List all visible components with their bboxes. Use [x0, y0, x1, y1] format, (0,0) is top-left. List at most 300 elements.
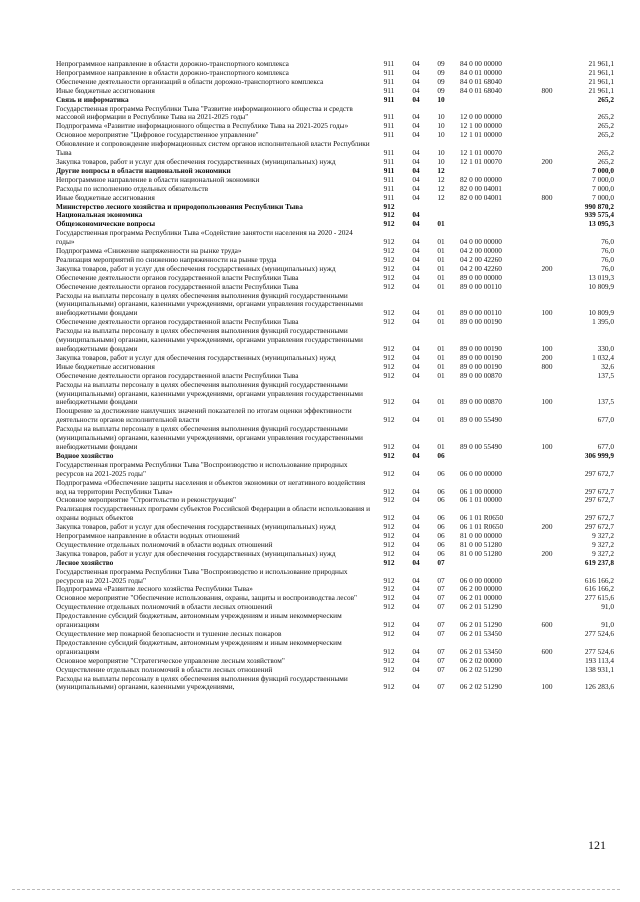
- code-target-article: 89 0 00 00870: [460, 397, 502, 407]
- code-section: 04: [412, 682, 420, 692]
- row-amount: 1 032,4: [592, 352, 614, 362]
- code-section: 04: [412, 539, 420, 549]
- row-amount: 277 524,6: [584, 629, 614, 638]
- code-section: 04: [412, 281, 420, 291]
- row-name: Реализация государственных программ субъектов Российской Федерации в области использования и охраны водных объектов: [56, 504, 371, 523]
- code-section: 04: [412, 522, 420, 532]
- code-expense-type: 200: [541, 263, 553, 273]
- row-amount: 138 931,1: [584, 664, 614, 674]
- code-subsection: 06: [437, 495, 445, 505]
- row-amount: 91,0: [601, 620, 614, 630]
- code-target-article: 81 0 00 00000: [460, 531, 502, 541]
- code-target-article: [454, 452, 532, 461]
- code-expense-type: [532, 603, 562, 612]
- table-row: [56, 140, 616, 158]
- row-amount: 9 327,2: [592, 548, 614, 558]
- code-subsection: 01: [437, 397, 445, 407]
- code-section: 04: [412, 156, 420, 166]
- code-subsection: 10: [437, 148, 445, 158]
- row-name: Непрограммное направление в области водных отношений: [56, 531, 240, 541]
- code-expense-type: 600: [541, 646, 553, 656]
- table-row: [56, 425, 616, 452]
- code-section: 04: [412, 513, 420, 523]
- code-target-article: 06 2 01 53450: [460, 646, 502, 656]
- code-admin: 912: [383, 664, 395, 674]
- row-amount: 21 961,1: [588, 76, 614, 86]
- table-row: [56, 568, 616, 586]
- code-subsection: 07: [437, 593, 445, 603]
- code-section: 04: [412, 344, 420, 353]
- code-target-article: 04 2 00 42260: [460, 254, 502, 264]
- code-subsection: 10: [437, 94, 445, 104]
- row-name: Расходы на выплаты персоналу в целях обеспечения выполнения функций государственными (муниципальными) органами, казенными учреждениями, органами управления государственными внебюджетными фондами: [56, 326, 363, 353]
- row-amount: 9 327,2: [592, 531, 614, 541]
- code-expense-type: [532, 220, 562, 229]
- row-amount: 616 166,2: [584, 575, 614, 585]
- row-amount: 7 000,0: [592, 192, 614, 202]
- code-admin: 912: [383, 308, 395, 318]
- code-target-article: 84 0 01 68040: [460, 85, 502, 95]
- row-name: Подпрограмма «Обеспечение защиты населения и объектов экономики от негативного воздействия вод на территории Республики Тыва»: [56, 477, 366, 496]
- row-amount: 10 809,9: [588, 308, 614, 318]
- row-name: Общеэкономические вопросы: [56, 219, 156, 229]
- code-section: 04: [412, 584, 420, 594]
- code-section: 04: [412, 317, 420, 327]
- row-name: Закупка товаров, работ и услуг для обеспечения государственных (муниципальных) нужд: [56, 522, 336, 532]
- code-admin: 911: [383, 121, 395, 131]
- code-admin: 911: [383, 67, 395, 77]
- code-section: 04: [412, 486, 420, 496]
- code-expense-type: [532, 96, 562, 105]
- row-amount: 9 327,2: [592, 539, 614, 549]
- row-name: Обеспечение деятельности органов государственной власти Республики Тыва: [56, 370, 299, 380]
- code-target-article: 84 0 00 00000: [460, 59, 502, 68]
- row-name: Обеспечение деятельности органов государственной власти Республики Тыва: [56, 281, 299, 291]
- code-subsection: 06: [437, 450, 445, 460]
- row-name: Связь и информатика: [56, 94, 129, 104]
- code-expense-type: [532, 594, 562, 603]
- code-target-article: 81 0 00 51280: [460, 539, 502, 549]
- row-amount: 32,6: [601, 361, 614, 371]
- code-expense-type: [532, 505, 562, 523]
- row-amount: 277 524,6: [584, 646, 614, 656]
- row-amount: 677,0: [597, 415, 614, 425]
- code-expense-type: [532, 532, 562, 541]
- code-admin: 912: [383, 370, 395, 380]
- row-name: Другие вопросы в области национальной экономики: [56, 165, 231, 175]
- code-expense-type: [532, 140, 562, 158]
- row-amount: 76,0: [601, 246, 614, 256]
- code-subsection: 01: [437, 344, 445, 353]
- row-amount: 76,0: [601, 254, 614, 264]
- code-target-article: 06 1 00 00000: [460, 486, 502, 496]
- code-expense-type: 100: [541, 682, 553, 692]
- code-target-article: [454, 559, 532, 568]
- table-row: [56, 407, 616, 425]
- code-section: 04: [412, 183, 420, 193]
- row-amount: 990 870,2: [584, 201, 614, 211]
- code-section: 04: [412, 272, 420, 282]
- code-admin: 912: [383, 655, 395, 665]
- code-admin: 912: [383, 522, 395, 532]
- row-amount: 13 095,3: [588, 219, 614, 229]
- row-name: Водное хозяйство: [56, 450, 114, 460]
- row-name: Непрограммное направление в области национальной экономики: [56, 174, 260, 184]
- code-admin: 911: [383, 156, 395, 166]
- code-target-article: 89 0 00 00190: [460, 317, 502, 327]
- row-name: Закупка товаров, работ и услуг для обеспечения государственных (муниципальных) нужд: [56, 548, 336, 558]
- code-expense-type: 100: [541, 344, 553, 353]
- code-admin: 912: [383, 361, 395, 371]
- code-expense-type: [532, 585, 562, 594]
- code-target-article: 06 2 02 51290: [460, 664, 502, 674]
- code-admin: 911: [383, 148, 395, 158]
- row-name: Расходы на выплаты персоналу в целях обеспечения выполнения функций государственными (муниципальными) органами, казенными учреждениями,: [56, 673, 348, 692]
- code-target-article: 06 0 00 00000: [460, 575, 502, 585]
- row-name: Основное мероприятие "Обеспечение использования, охраны, защиты и воспроизводства лесов": [56, 593, 358, 603]
- code-target-article: 12 1 01 00000: [460, 130, 502, 140]
- row-amount: 21 961,1: [588, 59, 614, 68]
- code-expense-type: [532, 176, 562, 185]
- code-admin: 911: [383, 85, 395, 95]
- code-admin: 912: [383, 539, 395, 549]
- code-admin: 912: [383, 548, 395, 558]
- row-name: Министерство лесного хозяйства и природопользования Республики Тыва: [56, 201, 303, 211]
- code-section: 04: [412, 468, 420, 478]
- code-admin: 911: [383, 183, 395, 193]
- row-amount: 21 961,1: [588, 85, 614, 95]
- row-amount: 619 237,8: [584, 557, 614, 567]
- code-subsection: 06: [437, 522, 445, 532]
- code-section: 04: [412, 85, 420, 95]
- code-admin: 912: [383, 593, 395, 603]
- code-admin: 912: [383, 219, 395, 229]
- code-section: 04: [412, 148, 420, 158]
- code-subsection: 01: [437, 308, 445, 318]
- code-expense-type: [532, 211, 562, 220]
- code-expense-type: [532, 496, 562, 505]
- code-admin: 912: [383, 486, 395, 496]
- row-name: Лесное хозяйство: [56, 557, 114, 567]
- code-admin: 911: [383, 192, 395, 202]
- code-subsection: 06: [437, 468, 445, 478]
- code-section: 04: [412, 646, 420, 656]
- code-subsection: 01: [437, 415, 445, 425]
- code-admin: 912: [383, 629, 395, 638]
- code-admin: 911: [383, 174, 395, 184]
- code-target-article: 06 2 01 51290: [460, 602, 502, 612]
- row-amount: 21 961,1: [588, 67, 614, 77]
- code-section: 04: [412, 415, 420, 425]
- table-row: [56, 461, 616, 479]
- row-name: Основное мероприятие "Цифровое государственное управление": [56, 130, 259, 140]
- row-name: Иные бюджетные ассигнования: [56, 85, 155, 95]
- row-name: Предоставление субсидий бюджетным, автономным учреждениям и иным некоммерческим организациям: [56, 637, 342, 656]
- code-section: 04: [412, 130, 420, 140]
- code-admin: 911: [383, 165, 395, 175]
- code-target-article: 84 0 01 00000: [460, 67, 502, 77]
- code-subsection: 01: [437, 254, 445, 264]
- row-name: Иные бюджетные ассигнования: [56, 192, 155, 202]
- code-section: 04: [412, 219, 420, 229]
- code-target-article: 06 2 00 00000: [460, 584, 502, 594]
- code-target-article: 89 0 00 55490: [460, 415, 502, 425]
- row-amount: 1 395,0: [592, 317, 614, 327]
- table-row: [56, 229, 616, 247]
- row-name: Расходы на выплаты персоналу в целях обеспечения выполнения функций государственными (муниципальными) органами, казенными учреждениями, органами управления государственными внебюджетными фондами: [56, 379, 363, 407]
- code-admin: 912: [383, 317, 395, 327]
- code-target-article: [454, 211, 532, 220]
- row-name: Государственная программа Республики Тыва «Содействие занятости населения на 2020 - 2024 годы»: [56, 228, 353, 247]
- code-subsection: 01: [437, 352, 445, 362]
- code-expense-type: [532, 60, 562, 69]
- row-name: Основное мероприятие "Строительство и реконструкция": [56, 495, 237, 505]
- code-expense-type: [532, 318, 562, 327]
- row-name: Расходы на выплаты персоналу в целях обеспечения выполнения функций государственными (муниципальными) органами, казенными учреждениями, органами управления государственными внебюджетными фондами: [56, 424, 363, 451]
- row-name: Закупка товаров, работ и услуг для обеспечения государственных (муниципальных) нужд: [56, 352, 336, 362]
- row-name: Непрограммное направление в области дорожно-транспортного комплекса: [56, 67, 289, 77]
- code-section: 04: [412, 192, 420, 202]
- row-name: Иные бюджетные ассигнования: [56, 361, 155, 371]
- table-row: [56, 479, 616, 497]
- code-target-article: 89 0 00 00870: [460, 370, 502, 380]
- code-subsection: 10: [437, 121, 445, 131]
- code-section: 04: [412, 174, 420, 184]
- code-target-article: 89 0 00 00190: [460, 361, 502, 371]
- code-target-article: 04 0 00 00000: [460, 237, 502, 247]
- row-amount: 13 019,3: [588, 272, 614, 282]
- code-section: 04: [412, 531, 420, 541]
- row-name: Расходы на выплаты персоналу в целях обеспечения выполнения функций государственными (муниципальными) органами, казенными учреждениями, органами управления государственными внебюджетными фондами: [56, 290, 363, 318]
- code-subsection: 06: [437, 539, 445, 549]
- code-subsection: 09: [437, 76, 445, 86]
- code-target-article: 04 2 00 00000: [460, 246, 502, 256]
- code-admin: 911: [383, 59, 395, 68]
- row-amount: 76,0: [601, 237, 614, 247]
- code-subsection: 07: [437, 655, 445, 665]
- code-subsection: 01: [437, 272, 445, 282]
- code-expense-type: 800: [541, 85, 553, 95]
- row-name: Обеспечение деятельности органов государственной власти Республики Тыва: [56, 317, 299, 327]
- code-section: 04: [412, 655, 420, 665]
- code-target-article: 89 0 00 00110: [460, 308, 502, 318]
- row-amount: 7 000,0: [592, 183, 614, 193]
- code-expense-type: 100: [541, 441, 553, 451]
- row-name: Подпрограмма «Развитие информационного общества в Республике Тыва на 2021-2025 годы»: [56, 121, 349, 131]
- code-target-article: 12 0 00 00000: [460, 112, 502, 122]
- code-admin: 911: [383, 130, 395, 140]
- code-target-article: 12 1 01 00070: [460, 148, 502, 158]
- code-target-article: 89 0 00 00110: [460, 281, 502, 291]
- row-name: Государственная программа Республики Тыва "Развитие информационного общества и средств массовой информации в Республике Тыва на 2021-2025 годы": [56, 103, 353, 122]
- row-amount: 7 000,0: [592, 174, 614, 184]
- code-admin: 912: [383, 352, 395, 362]
- code-expense-type: [532, 479, 562, 497]
- code-admin: 912: [383, 450, 395, 460]
- code-subsection: 07: [437, 557, 445, 567]
- code-target-article: 89 0 00 00000: [460, 272, 502, 282]
- code-target-article: 81 0 00 51280: [460, 548, 502, 558]
- code-section: 04: [412, 495, 420, 505]
- row-amount: 193 113,4: [585, 655, 614, 665]
- code-subsection: 06: [437, 548, 445, 558]
- code-admin: 912: [383, 513, 395, 523]
- code-admin: 912: [383, 415, 395, 425]
- code-section: 04: [412, 361, 420, 371]
- code-subsection: 01: [437, 219, 445, 229]
- code-admin: 912: [383, 201, 395, 211]
- scan-bottom-edge: [12, 889, 620, 890]
- row-name: Обеспечение деятельности органов государственной власти Республики Тыва: [56, 272, 299, 282]
- code-admin: 912: [383, 397, 395, 407]
- row-amount: 265,2: [597, 130, 614, 140]
- code-subsection: 10: [437, 156, 445, 166]
- code-expense-type: [532, 657, 562, 666]
- code-expense-type: 200: [541, 522, 553, 532]
- code-target-article: 89 0 00 55490: [460, 441, 502, 451]
- code-admin: 912: [383, 646, 395, 656]
- code-admin: 912: [383, 246, 395, 256]
- code-expense-type: [532, 452, 562, 461]
- row-amount: 297 672,7: [584, 486, 614, 496]
- row-name: Реализация мероприятий по снижению напряженности на рынке труда: [56, 254, 277, 264]
- code-admin: 912: [383, 620, 395, 630]
- row-amount: 277 615,6: [584, 593, 614, 603]
- row-name: Осуществление отдельных полномочий в области лесных отношений: [56, 664, 273, 674]
- code-section: 04: [412, 397, 420, 407]
- row-name: Закупка товаров, работ и услуг для обеспечения государственных (муниципальных) нужд: [56, 263, 336, 273]
- code-expense-type: [532, 630, 562, 639]
- code-subsection: 06: [437, 486, 445, 496]
- code-section: 04: [412, 370, 420, 380]
- code-expense-type: 200: [541, 548, 553, 558]
- code-subsection: 07: [437, 584, 445, 594]
- code-target-article: 06 2 01 53450: [460, 629, 502, 638]
- row-name: Предоставление субсидий бюджетным, автономным учреждениям и иным некоммерческим организациям: [56, 611, 342, 630]
- row-amount: 297 672,7: [584, 522, 614, 532]
- code-expense-type: 800: [541, 192, 553, 202]
- code-subsection: 12: [437, 192, 445, 202]
- code-admin: 912: [383, 531, 395, 541]
- code-expense-type: [532, 105, 562, 123]
- code-target-article: 89 0 00 00190: [460, 352, 502, 362]
- code-admin: 912: [383, 344, 395, 353]
- code-section: 04: [412, 254, 420, 264]
- code-target-article: 82 0 00 04001: [460, 192, 502, 202]
- code-target-article: 06 2 02 00000: [460, 655, 502, 665]
- code-expense-type: [532, 568, 562, 586]
- code-admin: 911: [383, 112, 395, 122]
- code-admin: 912: [383, 263, 395, 273]
- row-amount: 91,0: [601, 602, 614, 612]
- code-admin: 911: [383, 94, 395, 104]
- code-subsection: 01: [437, 246, 445, 256]
- code-section: 04: [412, 620, 420, 630]
- code-section: 04: [412, 59, 420, 68]
- code-subsection: 07: [437, 646, 445, 656]
- row-name: Непрограммное направление в области дорожно-транспортного комплекса: [56, 59, 289, 68]
- code-admin: 912: [383, 210, 395, 220]
- row-amount: 76,0: [601, 263, 614, 273]
- code-subsection: 07: [437, 682, 445, 692]
- code-target-article: 12 1 01 00070: [460, 156, 502, 166]
- code-subsection: 01: [437, 361, 445, 371]
- code-section: 04: [412, 557, 420, 567]
- row-amount: 265,2: [597, 94, 614, 104]
- row-amount: 265,2: [597, 156, 614, 166]
- code-expense-type: 200: [541, 352, 553, 362]
- code-section: 04: [412, 629, 420, 638]
- code-subsection: 07: [437, 575, 445, 585]
- table-row: [56, 639, 616, 657]
- table-row: [56, 612, 616, 630]
- code-subsection: 01: [437, 441, 445, 451]
- code-target-article: 06 1 01 R0650: [460, 522, 504, 532]
- row-amount: 265,2: [597, 121, 614, 131]
- code-subsection: 10: [437, 130, 445, 140]
- code-admin: 912: [383, 441, 395, 451]
- table-row: [56, 327, 616, 354]
- code-section: 04: [412, 548, 420, 558]
- budget-table: [56, 60, 616, 692]
- row-amount: 265,2: [597, 112, 614, 122]
- row-amount: 616 166,2: [584, 584, 614, 594]
- code-admin: 912: [383, 682, 395, 692]
- row-name: Государственная программа Республики Тыва "Воспроизводство и использование природных ресурсов на 2021-2025 годы": [56, 459, 348, 478]
- code-expense-type: 800: [541, 361, 553, 371]
- code-subsection: 12: [437, 174, 445, 184]
- row-amount: 306 999,9: [584, 450, 614, 460]
- code-section: 04: [412, 112, 420, 122]
- code-subsection: 01: [437, 370, 445, 380]
- row-name: Обеспечение деятельности организаций в области дорожно-транспортного комплекса: [56, 76, 324, 86]
- code-expense-type: [532, 203, 562, 212]
- table-row: [56, 292, 616, 319]
- code-section: 04: [412, 602, 420, 612]
- row-amount: 297 672,7: [584, 495, 614, 505]
- code-expense-type: 100: [541, 308, 553, 318]
- code-section: 04: [412, 76, 420, 86]
- code-section: 04: [412, 575, 420, 585]
- page-number: 121: [588, 838, 606, 852]
- code-subsection: 01: [437, 281, 445, 291]
- code-subsection: 07: [437, 602, 445, 612]
- code-subsection: 09: [437, 59, 445, 68]
- code-target-article: 12 1 00 00000: [460, 121, 502, 131]
- code-target-article: 89 0 00 00190: [460, 344, 502, 353]
- code-target-article: 06 2 01 51290: [460, 620, 502, 630]
- code-target-article: 06 2 02 51290: [460, 682, 502, 692]
- table-row: [56, 675, 616, 693]
- row-amount: 297 672,7: [584, 468, 614, 478]
- table-row: [56, 505, 616, 523]
- code-section: 04: [412, 246, 420, 256]
- code-section: 04: [412, 94, 420, 104]
- code-admin: 912: [383, 495, 395, 505]
- code-admin: 912: [383, 602, 395, 612]
- code-subsection: 12: [437, 165, 445, 175]
- code-target-article: 04 2 00 42260: [460, 263, 502, 273]
- code-subsection: 07: [437, 629, 445, 638]
- row-name: Обновление и сопровождение информационных систем органов исполнительной власти Республики Тыва: [56, 139, 370, 158]
- code-target-article: 06 0 00 00000: [460, 468, 502, 478]
- code-section: 04: [412, 450, 420, 460]
- code-target-article: 06 1 01 R0650: [460, 513, 504, 523]
- code-section: 04: [412, 593, 420, 603]
- row-amount: 137,5: [597, 370, 614, 380]
- code-target-article: 84 0 01 68040: [460, 76, 502, 86]
- code-section: 04: [412, 210, 420, 220]
